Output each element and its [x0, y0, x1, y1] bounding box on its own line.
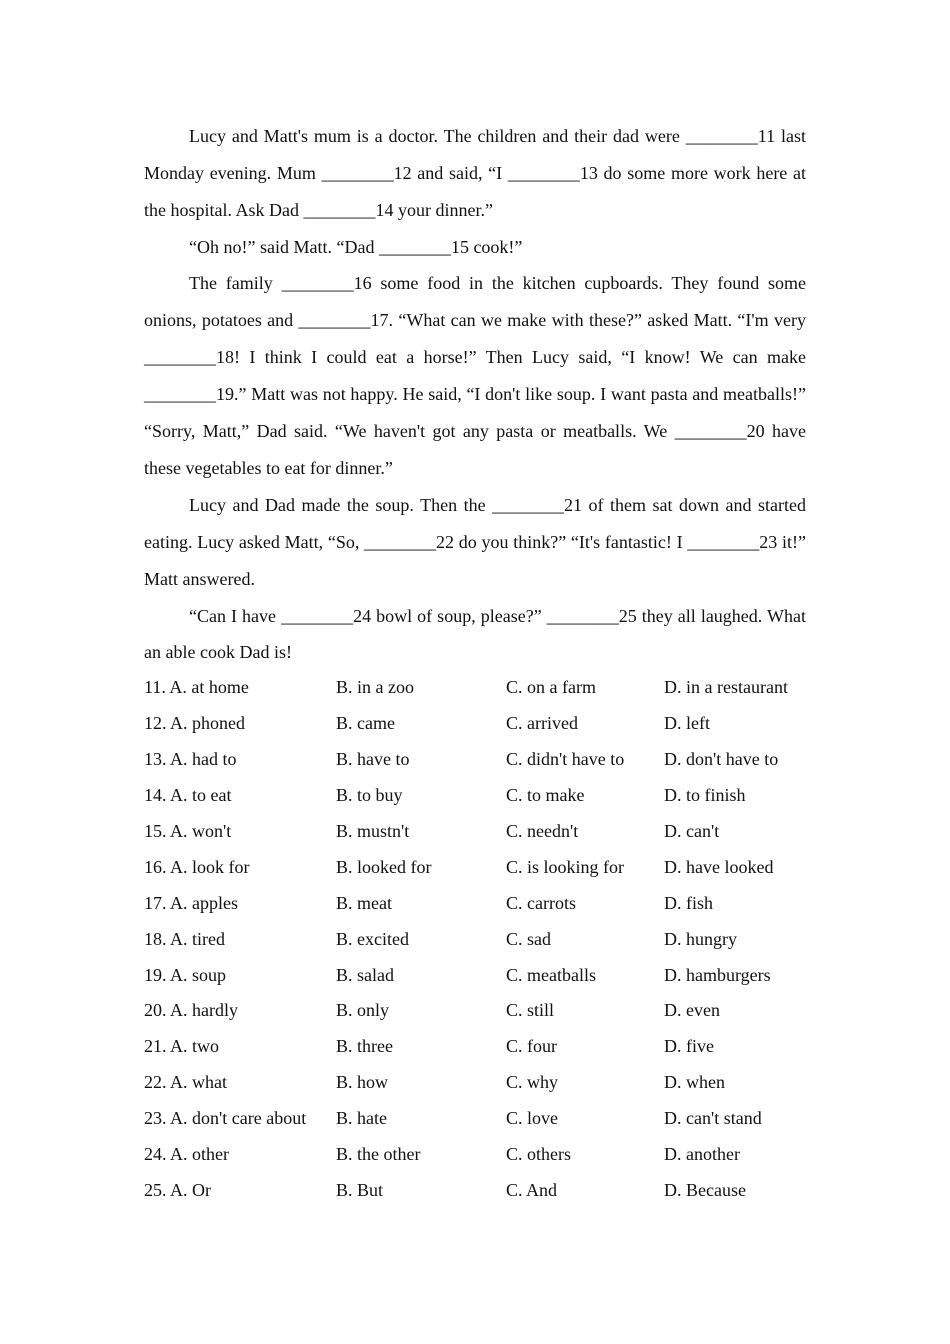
option-d: D. another: [664, 1144, 740, 1165]
option-b: B. meat: [336, 892, 392, 913]
option-b: B. to buy: [336, 785, 403, 806]
option-row: [144, 778, 814, 814]
option-a: 11. A. at home: [144, 677, 249, 698]
option-d: D. hamburgers: [664, 964, 771, 985]
passage-paragraph-2: “Oh no!” said Matt. “Dad ________15 cook!”: [189, 237, 523, 257]
option-c: C. didn't have to: [506, 749, 625, 770]
option-row: [144, 1137, 814, 1173]
option-b: B. three: [336, 1036, 393, 1057]
option-d: D. can't stand: [664, 1108, 762, 1129]
option-c: C. needn't: [506, 821, 579, 841]
option-c: C. And: [506, 1179, 558, 1200]
option-a: 23. A. don't care about: [144, 1108, 307, 1129]
option-a: 14. A. to eat: [144, 785, 232, 806]
option-b: B. mustn't: [336, 821, 410, 841]
option-c: C. others: [506, 1144, 571, 1165]
option-d: D. even: [664, 1000, 720, 1021]
option-row: [144, 921, 814, 957]
option-d: D. hungry: [664, 928, 737, 949]
option-row: [144, 849, 814, 885]
option-d: D. fish: [664, 892, 713, 913]
option-d: D. in a restaurant: [664, 677, 788, 698]
option-a: 20. A. hardly: [144, 1000, 238, 1021]
option-d: D. to finish: [664, 785, 746, 806]
option-a: 21. A. two: [144, 1036, 220, 1057]
passage-paragraph-3: The family ________16 some food in the kitchen cupboards. They found some onions, potatoes and ________17. “What can we make with these?” asked Matt. “I'm very ________18! I think I could eat a horse!” Then Lucy said, “I know! We can make ________19.” Matt was not happy. He said, “I don't like soup. I want pasta and meatballs!” “Sorry, Matt,” Dad said. “We haven't got any pasta or meatballs. We ________20 have these vegetables to eat for dinner.”: [144, 273, 806, 478]
option-row: [144, 1101, 814, 1137]
option-c: C. sad: [506, 928, 551, 949]
option-b: B. how: [336, 1072, 389, 1093]
option-c: C. four: [506, 1036, 557, 1057]
passage-paragraph-1: Lucy and Matt's mum is a doctor. The children and their dad were ________11 last Monday evening. Mum ________12 and said, “I ________13 do some more work here at the hospital. Ask Dad ________14 your dinner.”: [144, 126, 806, 220]
option-d: D. when: [664, 1072, 725, 1093]
option-a: 19. A. soup: [144, 964, 227, 985]
option-row: [144, 742, 814, 778]
option-a: 17. A. apples: [144, 892, 238, 913]
option-a: 25. A. Or: [144, 1179, 211, 1200]
option-d: D. have looked: [664, 856, 774, 877]
option-c: C. is looking for: [506, 856, 625, 877]
option-a: 13. A. had to: [144, 749, 237, 770]
passage-paragraph-4: Lucy and Dad made the soup. Then the ________21 of them sat down and started eating. Lucy asked Matt, “So, ________22 do you think?” “It's fantastic! I ________23 it!” Matt answered.: [144, 495, 806, 589]
option-row: [144, 1029, 814, 1065]
option-c: C. to make: [506, 785, 585, 806]
option-b: B. came: [336, 713, 395, 734]
option-c: C. on a farm: [506, 677, 596, 698]
passage-paragraph-5: “Can I have ________24 bowl of soup, please?” ________25 they all laughed. What an able cook Dad is!: [144, 606, 806, 662]
option-b: B. salad: [336, 964, 394, 985]
option-c: C. arrived: [506, 713, 578, 734]
option-b: B. in a zoo: [336, 677, 414, 698]
option-row: [144, 957, 814, 993]
option-a: 12. A. phoned: [144, 713, 245, 734]
option-row: [144, 993, 814, 1029]
option-row: [144, 706, 814, 742]
option-b: B. excited: [336, 928, 409, 949]
option-row: [144, 1172, 814, 1208]
option-d: D. left: [664, 713, 710, 734]
option-d: D. don't have to: [664, 749, 779, 770]
option-d: D. five: [664, 1036, 714, 1057]
options-table: [144, 670, 814, 1208]
option-a: 15. A. won't: [144, 821, 232, 841]
document-page: [144, 118, 806, 1208]
option-b: B. hate: [336, 1108, 387, 1129]
option-c: C. carrots: [506, 892, 576, 913]
option-a: 22. A. what: [144, 1072, 227, 1093]
option-b: B. looked for: [336, 856, 432, 877]
option-d: D. can't: [664, 821, 720, 841]
option-c: C. love: [506, 1108, 558, 1129]
option-a: 24. A. other: [144, 1144, 229, 1165]
option-b: B. But: [336, 1179, 384, 1200]
option-a: 18. A. tired: [144, 928, 225, 949]
option-row: [144, 670, 814, 706]
option-a: 16. A. look for: [144, 856, 250, 877]
option-b: B. only: [336, 1000, 390, 1021]
option-d: D. Because: [664, 1179, 746, 1200]
option-b: B. the other: [336, 1144, 421, 1165]
option-c: C. still: [506, 1000, 555, 1021]
option-c: C. meatballs: [506, 964, 596, 985]
option-row: [144, 814, 814, 850]
option-row: [144, 885, 814, 921]
option-row: [144, 1065, 814, 1101]
option-b: B. have to: [336, 749, 410, 770]
option-c: C. why: [506, 1072, 559, 1093]
